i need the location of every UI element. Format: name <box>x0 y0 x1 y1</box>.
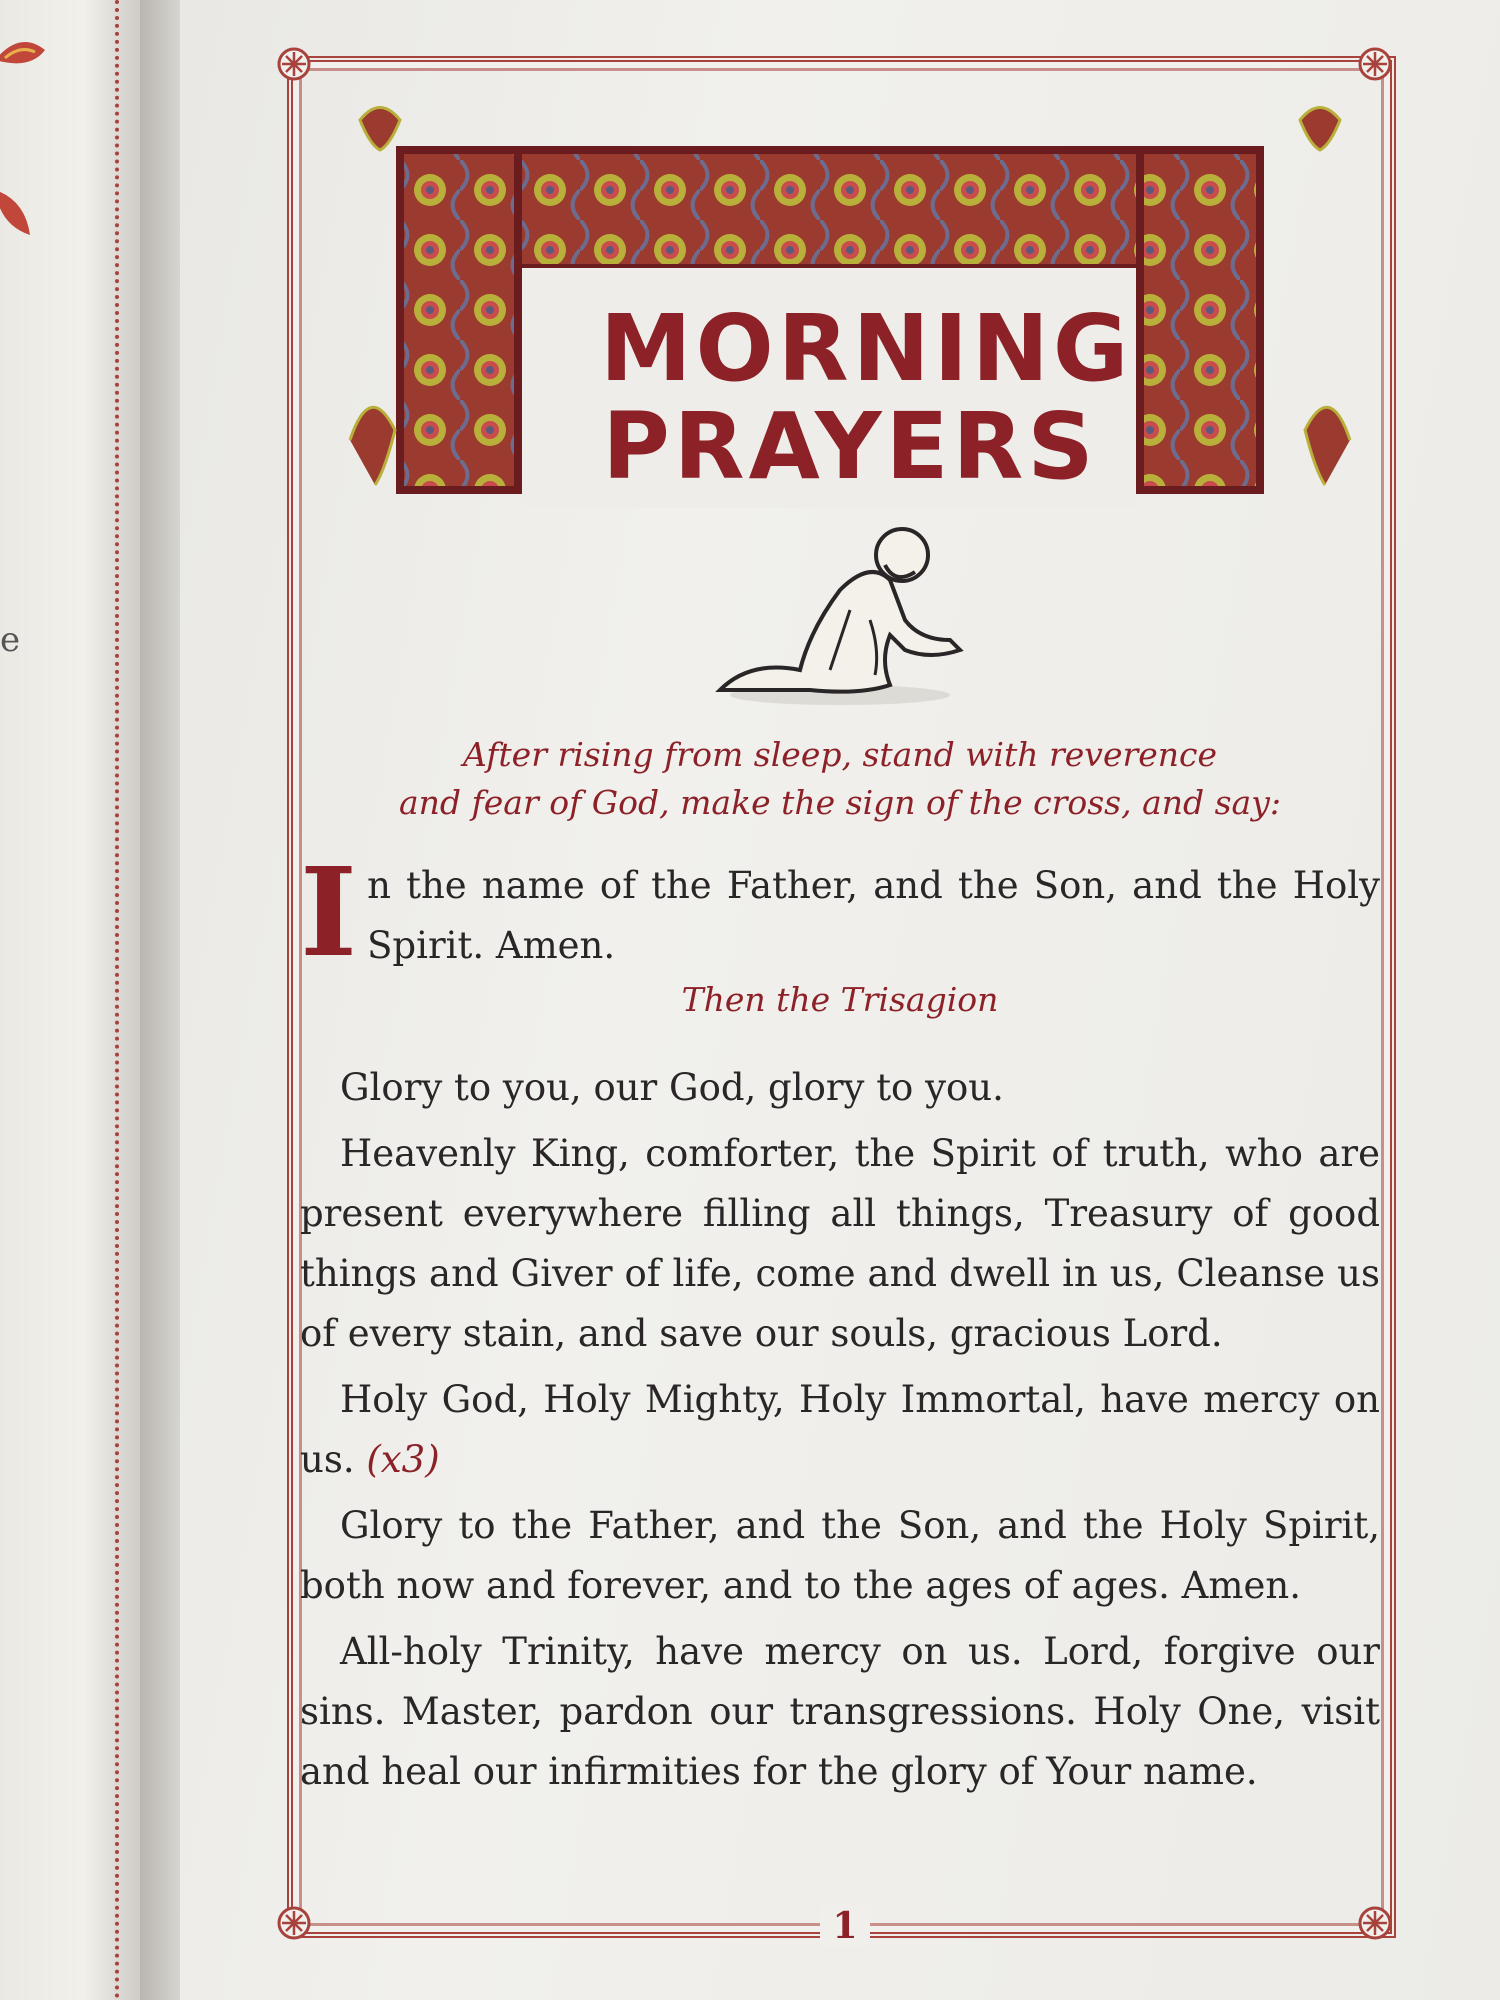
kneeling-figure-icon <box>690 510 990 710</box>
title-line-2: PRAYERS <box>602 393 1098 500</box>
cross-corner-icon <box>276 46 312 82</box>
paragraph-all-holy-trinity: All-holy Trinity, have mercy on us. Lord, forgive our sins. Master, pardon our transgressions. Holy One, visit and heal our infirmities for the glory of Your name. <box>300 1630 1380 1793</box>
opening-text: n the name of the Father, and the Son, and the Holy Spirit. Amen. <box>367 864 1380 967</box>
rubric-intro-line-1: After rising from sleep, stand with reverence <box>462 735 1218 774</box>
facing-page-border <box>0 0 119 2000</box>
page-number: 1 <box>820 1905 870 1947</box>
prayer-text <box>300 1058 1380 1808</box>
cross-corner-icon <box>276 1905 312 1941</box>
rubric-intro <box>330 731 1350 827</box>
paragraph-trisagion <box>300 1370 1380 1490</box>
cross-corner-icon <box>1357 46 1393 82</box>
page-title <box>600 295 1133 500</box>
paragraph-doxology: Glory to the Father, and the Son, and the Holy Spirit, both now and forever, and to the ages of ages. Amen. <box>300 1504 1380 1607</box>
rubric-intro-line-2: and fear of God, make the sign of the cross, and say: <box>399 783 1281 822</box>
facing-page <box>0 0 140 2000</box>
rubric-trisagion: Then the Trisagion <box>681 980 999 1019</box>
leaf-ornament-icon <box>0 180 50 240</box>
opening-paragraph <box>300 840 1380 984</box>
paragraph-glory: Glory to you, our God, glory to you. <box>340 1066 1004 1109</box>
opening-line <box>300 840 1380 984</box>
leaf-ornament-icon <box>0 30 50 90</box>
repeat-marker: (x3) <box>366 1438 440 1481</box>
cross-corner-icon <box>1357 1905 1393 1941</box>
trisagion-text: Holy God, Holy Mighty, Holy Immortal, have mercy on us. <box>300 1378 1380 1481</box>
drop-cap: I <box>300 840 358 984</box>
facing-page-text: e <box>0 620 21 660</box>
paragraph-heavenly-king: Heavenly King, comforter, the Spirit of truth, who are present everywhere filling all things, Treasury of good things and Giver of life, come and dwell in us, Cleanse us of every stain, and save our souls, gracious Lord. <box>300 1132 1380 1355</box>
title-line-1: MORNING <box>600 295 1133 402</box>
